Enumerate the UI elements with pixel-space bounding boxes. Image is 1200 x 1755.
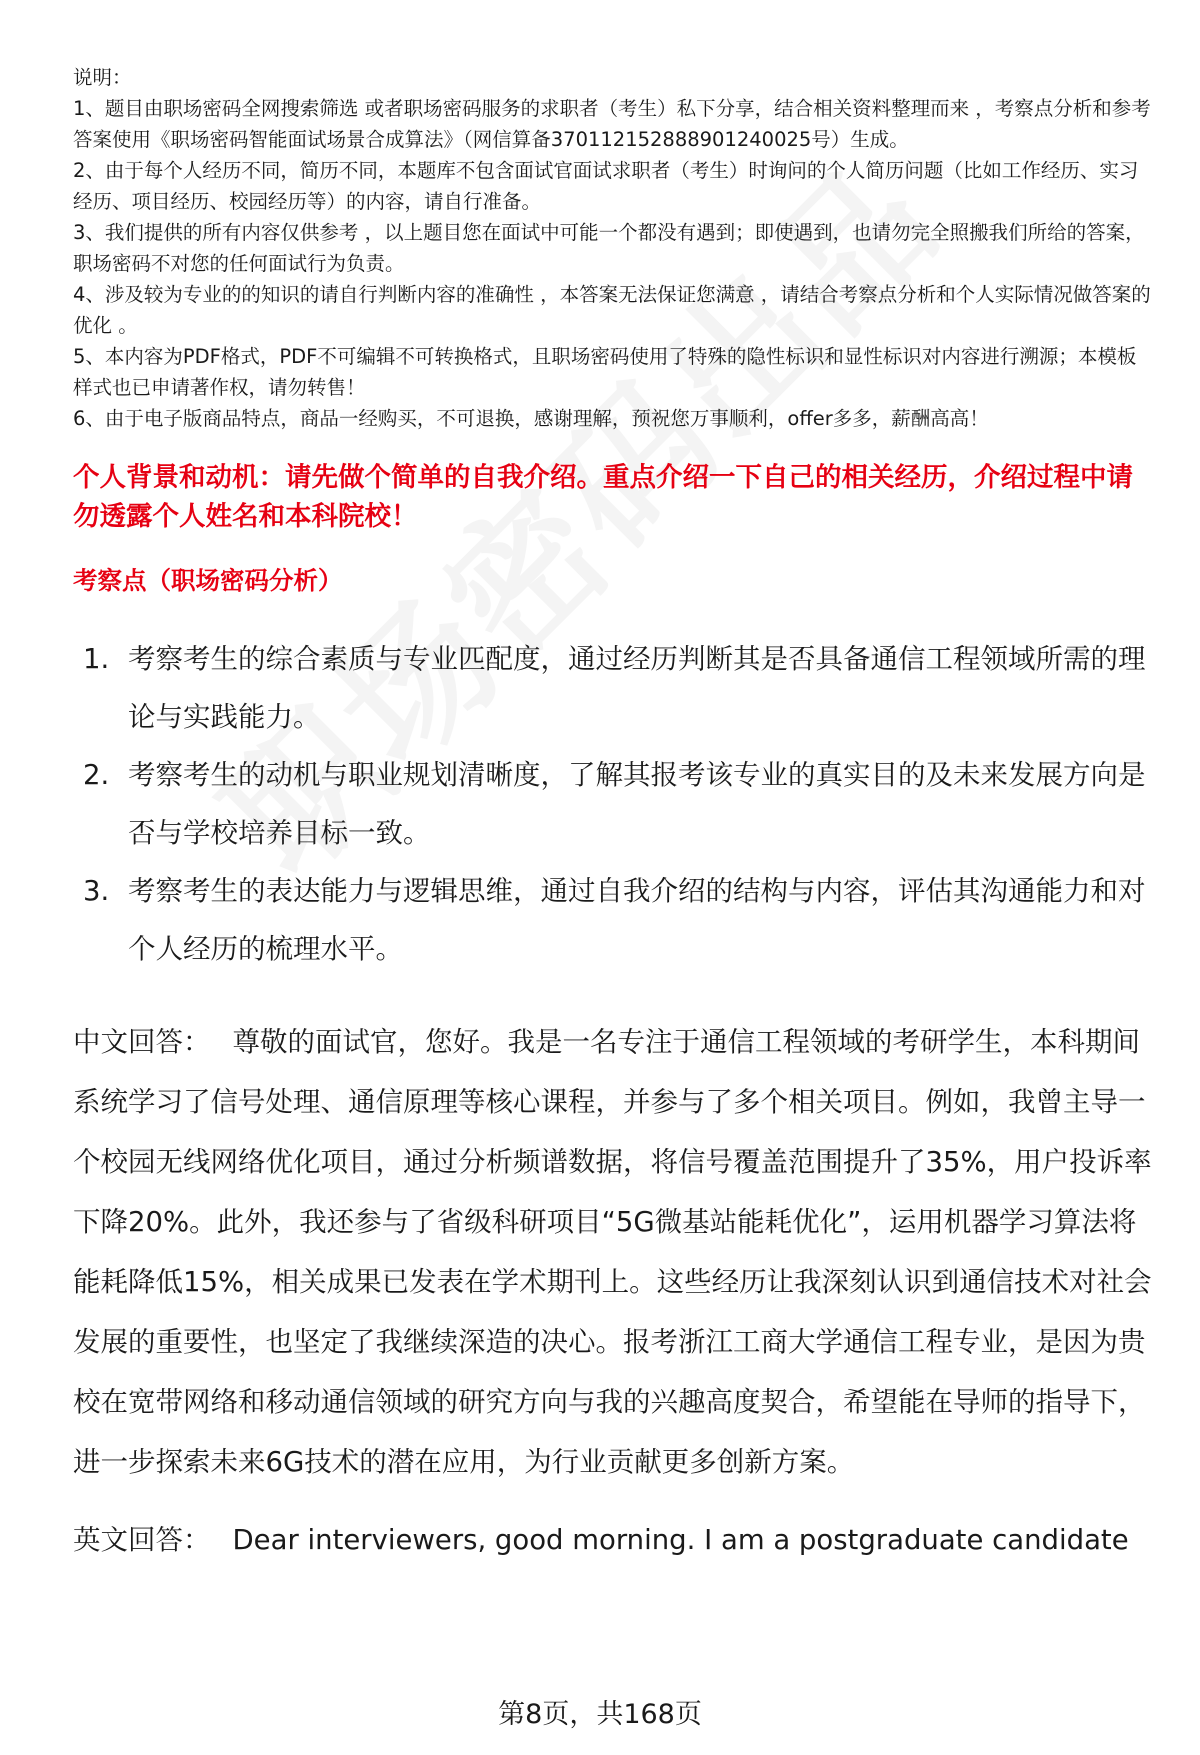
note-line: 5、本内容为PDF格式，PDF不可编辑不可转换格式，且职场密码使用了特殊的隐性标识和显性标识对内容进行溯源；本模板样式也已申请著作权，请勿转售！ bbox=[73, 345, 1137, 399]
answer-english bbox=[73, 1520, 1153, 1560]
points-list bbox=[73, 630, 1153, 978]
notes-section bbox=[73, 62, 1153, 434]
note-line: 2、由于每个人经历不同，简历不同，本题库不包含面试官面试求职者（考生）时询问的个人简历问题（比如工作经历、实习经历、项目经历、校园经历等）的内容，请自行准备。 bbox=[73, 159, 1139, 213]
point-item bbox=[73, 862, 1153, 978]
point-number: 3. bbox=[83, 875, 110, 907]
notes-heading: 说明： bbox=[73, 66, 132, 89]
point-text: 考察考生的表达能力与逻辑思维，通过自我介绍的结构与内容，评估其沟通能力和对个人经历的梳理水平。 bbox=[128, 875, 1146, 965]
page-content bbox=[73, 62, 1153, 1560]
point-item bbox=[73, 746, 1153, 862]
answer-chinese-text: 尊敬的面试官，您好。我是一名专注于通信工程领域的考研学生，本科期间系统学习了信号处理、通信原理等核心课程，并参与了多个相关项目。例如，我曾主导一个校园无线网络优化项目，通过分析频谱数据，将信号覆盖范围提升了35%，用户投诉率下降20%。此外，我还参与了省级科研项目“5G微基站能耗优化”，运用机器学习算法将能耗降低15%，相关成果已发表在学术期刊上。这些经历让我深刻认识到通信技术对社会发展的重要性，也坚定了我继续深造的决心。报考浙江工商大学通信工程专业，是因为贵校在宽带网络和移动通信领域的研究方向与我的兴趣高度契合，希望能在导师的指导下，进一步探索未来6G技术的潜在应用，为行业贡献更多创新方案。 bbox=[73, 1026, 1152, 1478]
point-text: 考察考生的动机与职业规划清晰度，了解其报考该专业的真实目的及未来发展方向是否与学校培养目标一致。 bbox=[128, 759, 1146, 849]
point-item bbox=[73, 630, 1153, 746]
page-number-footer: 第8页，共168页 bbox=[498, 1699, 702, 1730]
note-line: 3、我们提供的所有内容仅供参考 ，以上题目您在面试中可能一个都没有遇到；即使遇到，也请勿完全照搬我们所给的答案，职场密码不对您的任何面试行为负责。 bbox=[73, 221, 1145, 275]
answer-chinese bbox=[73, 1012, 1153, 1492]
interview-question: 个人背景和动机：请先做个简单的自我介绍。重点介绍一下自己的相关经历，介绍过程中请勿透露个人姓名和本科院校！ bbox=[73, 462, 1133, 532]
point-number: 1. bbox=[83, 643, 110, 675]
answer-english-label: 英文回答： bbox=[73, 1524, 211, 1556]
note-line: 4、涉及较为专业的的知识的请自行判断内容的准确性 ，本答案无法保证您满意 ，请结合考察点分析和个人实际情况做答案的优化 。 bbox=[73, 283, 1151, 337]
note-line: 6、由于电子版商品特点，商品一经购买，不可退换，感谢理解，预祝您万事顺利，offer多多，薪酬高高！ bbox=[73, 407, 989, 430]
points-title: 考察点（职场密码分析） bbox=[73, 566, 343, 595]
answer-english-text: Dear interviewers, good morning. I am a postgraduate candidate bbox=[232, 1524, 1129, 1556]
note-line: 1、题目由职场密码全网搜索筛选 或者职场密码服务的求职者（考生）私下分享，结合相关资料整理而来 ，考察点分析和参考答案使用《职场密码智能面试场景合成算法》（网信算备370112152888901240025号）生成。 bbox=[73, 97, 1151, 151]
point-text: 考察考生的综合素质与专业匹配度，通过经历判断其是否具备通信工程领域所需的理论与实践能力。 bbox=[128, 643, 1146, 733]
answer-chinese-label: 中文回答： bbox=[73, 1026, 211, 1058]
point-number: 2. bbox=[83, 759, 110, 791]
